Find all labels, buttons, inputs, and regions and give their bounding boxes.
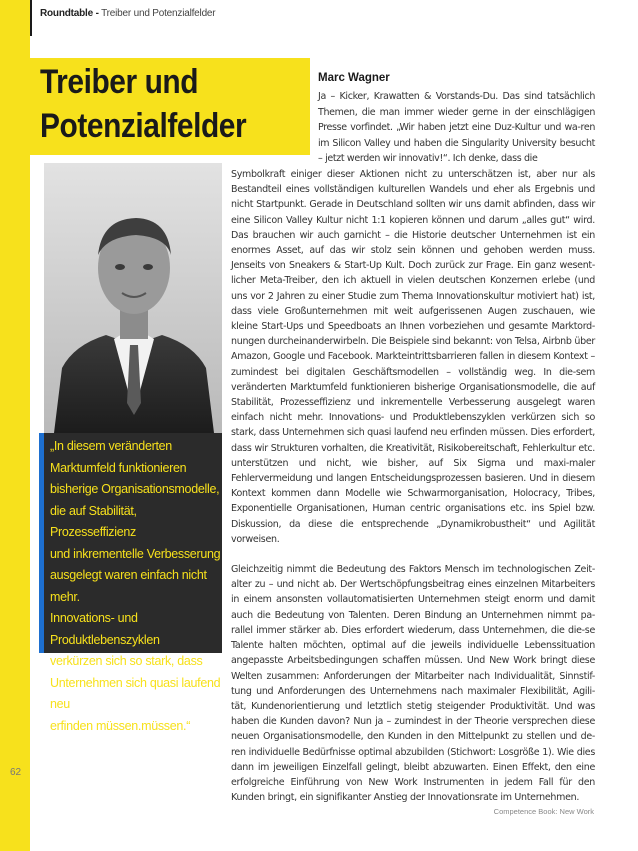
pull-quote-accent	[39, 433, 44, 653]
body-paragraph-1: Symbolkraft einiger dieser Aktionen nicht zu unterschätzen ist, aber nur als Bestandteil eines vollständigen kulturellen Wandels und eher als Ergebnis und nicht Startpunkt. Gerade in Deutschland sollten wir uns damit abfinden, dass wir eine Silicon Valley Kultur nicht 1:1 kopieren können und darum „alles gut“ wird. Das brauchen wir auch garnicht – die Historie deutscher Unternehmen ist ein enormes Asset, auf das wir stolz sein können und gehoben werden muss. Jenseits von Sneakers & Start-Up Kult. Doch zurück zur Frage. Ein ganz wesent-licher Meta-Treiber, den ich aktuell in vielen deutschen Konzernen erlebe (und uns vor 2 Jahren zu einer Studie zum Thema Innovationskultur motiviert hat) ist, dass viele Großunternehmen mit weit aufgerissenen Augen zuschauen, wie kleine Start-Ups und Speedboats an Ihnen vorbeziehen und gesamte Marktord-nungen durcheinanderwirbeln. Die Beispiele sind bekannt: von Telsa, Airbnb über Amazon, Google und Facebook. Markteintrittsbarrieren fallen in diesem Kontext – zumindest bei digitalen Geschäftsmodellen – vollständig weg. In die-sem veränderten Marktumfeld funktionieren bisherige Organisationsmodelle, die auf Stabilität, Prozesseffizienz und inkrementelle Verbesserung ausgelegt waren einfach nicht mehr. Innovations- und Produktlebenszyklen verkürzen sich so stark, dass Unternehmen sich quasi laufend neu erfinden müssen. Dies erfordert, dass wir Strukturen vorhalten, die Kreativität, Risikobereitschaft, Fehlerkultur etc. unterstützen und nicht, wie bisher, auf Six Sigma und maxi-maler Fehlervermeidung und langen Entscheidungsprozessen basieren. Und in diesem Kontext kommen dann Modelle wie Schwarmorganisation, Holocracy, Tribes, Exponentielle Organisationen, Human centric organisations etc. ins Spiel bzw. Diskussion, da diese die entsprechende „Dynamikrobustheit“ und Agilität vorweisen.	[231, 169, 595, 545]
portrait-illustration	[44, 163, 222, 433]
article-title: Treiber und Potenzialfelder	[40, 63, 247, 145]
intro-paragraph: Ja – Kicker, Krawatten & Vorstands-Du. Das sind tatsächlich Themen, die man immer wieder gerne in der einschlägigen Presse vorfindet. „Wir haben jetzt eine Duz-Kultur und wa-ren im Silicon Valley und haben die Singularity University besucht – jetzt werden wir innovativ!“. Ich denke, dass die	[318, 91, 595, 164]
header-divider	[30, 0, 32, 36]
body-paragraph-2: Gleichzeitig nimmt die Bedeutung des Faktors Mensch im technologischen Zeit-alter zu – und nicht ab. Der Wertschöpfungsbeitrag eines einzelnen Mitarbeiters in einem ansonsten vollautomatisierten Unternehmen steigt enorm und damit auch die Bedeutung von Talenten. Deren Bindung an Unternehmen nimmt pa-rallel immer stärker ab. Dies erfordert wiederum, dass Unternehmen, die die-se Talente halten möchten, optimal auf die jeweils individuelle Lebenssituation angepasste Arbeitsbedingungen schaffen müssen. Und New Work bringt diese Welten zusammen: Anforderungen der Mitarbeiter nach Individualität, Sinnstif-tung und Anforderungen des Unternehmens nach maximaler Flexibilität, Agili-tät, Kundenorientierung und letztlich stetig steigender Produktivität. Und was haben die Kunden davon? Nun ja – zumindest in der Theorie versprechen diese neuen Organisationsmodelle, den Kunden in den Mittelpunkt zu stellen und de-ren individuelle Bedürfnisse optimal abzubilden (Stichwort: Losgröße 1). Wie dies dann im jeweiligen Einzelfall gelingt, bleibt abzuwarten. Einen Effekt, den eine erfolgreiche Einführung von New Work Instrumenten in jedem Fall für den Kunden bringt, ein signifikanter Anstieg der Innovationsrate im Unternehmen.	[231, 564, 595, 804]
yellow-margin-bar	[0, 0, 30, 851]
header-topic: Treiber und Potenzialfelder	[101, 8, 216, 19]
pull-quote: „In diesem veränderten Marktumfeld funktionieren bisherige Organisationsmodelle, die auf Stabilität, Prozesseffizienz und inkrementelle Verbesserung ausgelegt waren einfach nicht mehr. Innovations- und Produktlebenszyklen verkürzen sich so stark, dass Unternehmen sich quasi laufend neu erfinden müssen.müssen.“	[50, 439, 221, 733]
portrait-photo	[44, 163, 222, 433]
header-section: Roundtable -	[40, 8, 99, 19]
page-number: 62	[10, 767, 22, 778]
speaker-name: Marc Wagner	[318, 72, 390, 84]
article-body	[231, 167, 595, 805]
footer-label: Competence Book: New Work	[493, 807, 594, 816]
running-header	[40, 8, 215, 19]
